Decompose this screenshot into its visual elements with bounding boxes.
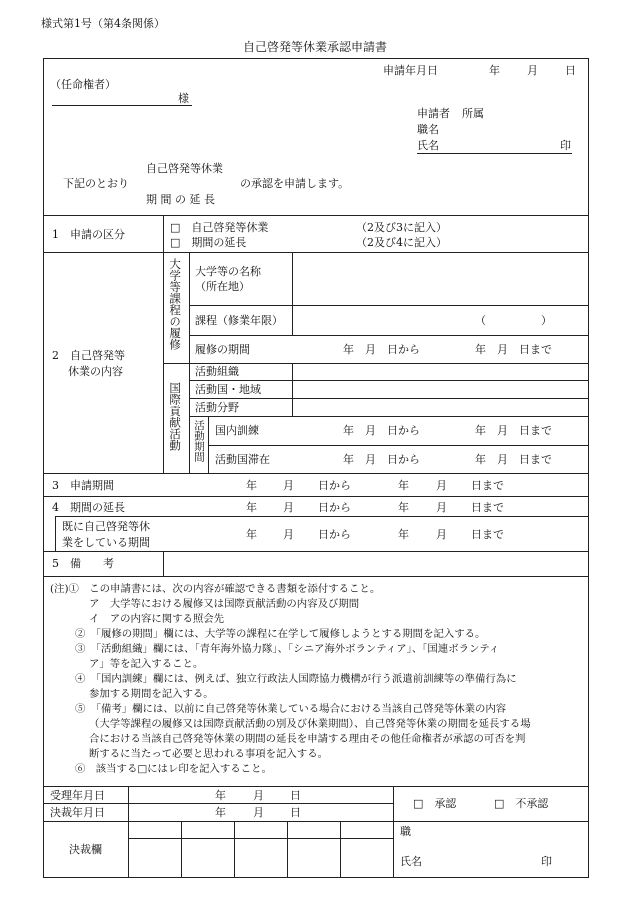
s4b-from: 日から (318, 528, 351, 541)
study-period-from: 年 月 日から (343, 343, 420, 356)
section2-label-2: 休業の内容 (68, 365, 123, 378)
section5-label: 5 備 考 (52, 557, 114, 570)
note-line: ア」等を記入すること。 (89, 658, 204, 670)
rule (128, 786, 129, 878)
sentence-prefix: 下記のとおり (63, 177, 129, 190)
rule (189, 335, 589, 336)
rule (292, 252, 293, 335)
s4-m2: 月 (436, 501, 447, 514)
rule (208, 416, 209, 473)
rule (393, 786, 394, 878)
rule (43, 821, 589, 822)
form-label: 様式第1号（第4条関係） (41, 17, 165, 30)
s3-m1: 月 (283, 479, 294, 492)
s4-from: 日から (318, 501, 351, 514)
s4b-y1: 年 (246, 528, 257, 541)
rule (55, 516, 56, 551)
rule (189, 398, 589, 399)
sama-label: 様 (178, 92, 189, 105)
s4b-y2: 年 (398, 528, 409, 541)
name-label: 氏名 (417, 139, 439, 152)
dec-d: 日 (290, 806, 301, 819)
section4-sub-label: 既に自己啓発等休 (62, 520, 150, 533)
note-line: ② 「履修の期間」欄には、大学等の課程に在学して履修しようとする期間を記入する。 (75, 628, 486, 640)
abroad-to: 年 月 日まで (475, 453, 552, 466)
footer-name-label: 氏名 (400, 855, 422, 868)
field-label: 活動分野 (195, 401, 239, 414)
position-label: 職名 (417, 123, 439, 136)
section4-label: 4 期間の延長 (52, 501, 125, 514)
applicant-label: 申請者 (417, 107, 450, 120)
s4b-m1: 月 (283, 528, 294, 541)
rcv-y: 年 (215, 789, 226, 802)
name-line (417, 153, 572, 154)
note-line: ア 大学等における履修又は国際貢献活動の内容及び期間 (89, 598, 360, 610)
day-label: 日 (565, 64, 576, 77)
page-title: 自己啓発等休業承認申請書 (242, 40, 387, 54)
note-line: ⑤ 「備考」欄には、以前に自己啓発等休業している場合における当該自己啓発等休業の内容 (75, 703, 507, 715)
year-label: 年 (489, 64, 500, 77)
appointer-line (52, 105, 192, 106)
group-intl: 国際貢献活動 (168, 382, 183, 451)
date-label: 申請年月日 (383, 64, 438, 77)
rule (287, 821, 288, 878)
note-line: ④ 「国内訓練」欄には、例えば、独立行政法人国際協力機構が行う派遣前訓練等の準備行為に (75, 673, 517, 685)
decided-label: 決裁年月日 (50, 806, 105, 819)
study-period-to: 年 月 日まで (475, 343, 552, 356)
footer-seal-mark: 印 (541, 855, 552, 868)
rule (43, 496, 589, 497)
org-label: 活動組織 (195, 365, 239, 378)
domestic-to: 年 月 日まで (475, 424, 552, 437)
section1-label: 1 申請の区分 (52, 228, 125, 241)
rule (189, 305, 589, 306)
study-period-label: 履修の期間 (195, 343, 250, 356)
univ-addr-label: （所在地） (195, 280, 250, 293)
option-leave: 自己啓発等休業 (146, 162, 223, 175)
abroad-label: 活動国滞在 (215, 453, 270, 466)
rule (340, 821, 341, 878)
section1-opt-leave-note: （2及び3に記入） (356, 221, 447, 234)
section1-opt-extension-note: （2及び4に記入） (356, 236, 447, 249)
rule (43, 473, 589, 474)
rule (189, 380, 589, 381)
received-label: 受理年月日 (50, 789, 105, 802)
note-line: (注)① この申請書には、次の内容が確認できる書類を添付すること。 (50, 583, 381, 595)
rule (189, 416, 589, 417)
option-extension: 期 間 の 延 長 (146, 193, 215, 206)
rule (43, 215, 589, 216)
rule (43, 803, 393, 804)
section4-sub-label-2: 業をしている期間 (62, 536, 150, 549)
s3-y1: 年 (246, 479, 257, 492)
kessai-label: 決裁欄 (69, 843, 102, 856)
univ-name-label: 大学等の名称 (195, 265, 261, 278)
group-activity-period: 活動期間 (193, 420, 206, 462)
dec-y: 年 (215, 806, 226, 819)
note-line: （大学等課程の履修又は国際貢献活動の別及び休業期間）、自己啓発等休業の期間を延長する場 (89, 718, 531, 730)
rule (43, 786, 589, 787)
disapproval-checkbox[interactable]: □ 不承認 (494, 797, 549, 810)
section3-label: 3 申請期間 (52, 479, 114, 492)
rule (208, 445, 589, 446)
s3-from: 日から (318, 479, 351, 492)
note-line: ③ 「活動組織」欄には、「青年海外協力隊」、「シニア海外ボランティア」、「国連ボランティ (75, 643, 500, 655)
rule (181, 821, 182, 878)
domestic-label: 国内訓練 (215, 424, 259, 437)
rule (128, 838, 393, 839)
rule (189, 252, 190, 473)
group-university: 大学等課程の履修 (168, 258, 183, 350)
note-line: 合における当該自己啓発等休業の期間の延長を申請する理由その他任命権者が承認の可否を判 (89, 733, 526, 745)
course-label: 課程（修業年限） (195, 314, 283, 327)
rule (292, 363, 293, 416)
note-line: 断するに当たって必要と思われる事項を記入する。 (89, 748, 328, 760)
month-label: 月 (527, 64, 538, 77)
note-line: ⑥ 該当する□にはレ印を記入すること。 (75, 763, 272, 775)
s4-y1: 年 (246, 501, 257, 514)
note-line: イ アの内容に関する照会先 (89, 613, 225, 625)
rcv-m: 月 (253, 789, 264, 802)
rule (43, 252, 589, 253)
abroad-from: 年 月 日から (343, 453, 420, 466)
s4-m1: 月 (283, 501, 294, 514)
rcv-d: 日 (290, 789, 301, 802)
course-paren: （ ） (475, 314, 552, 327)
rule (163, 551, 164, 576)
seal-mark: 印 (560, 139, 571, 152)
s3-m2: 月 (436, 479, 447, 492)
rule (55, 516, 589, 517)
sentence-suffix: の承認を申請します。 (240, 177, 350, 190)
section2-label: 2 自己啓発等 (52, 349, 125, 362)
approval-checkbox[interactable]: □ 承認 (413, 797, 457, 810)
rule (234, 821, 235, 878)
rule (163, 215, 164, 473)
s4-y2: 年 (398, 501, 409, 514)
dec-m: 月 (253, 806, 264, 819)
rule (163, 363, 589, 364)
section1-opt-leave[interactable]: □ 自己啓発等休業 (170, 221, 269, 234)
s4b-to: 日まで (471, 528, 504, 541)
note-line: 参加する期間を記入する。 (89, 688, 214, 700)
s4b-m2: 月 (436, 528, 447, 541)
rule (43, 551, 589, 552)
rule (43, 576, 589, 577)
footer-position-label: 職 (400, 825, 411, 838)
country-label: 活動国・地域 (195, 383, 261, 396)
section1-opt-extension[interactable]: □ 期間の延長 (170, 236, 247, 249)
affiliation-label: 所属 (462, 107, 484, 120)
s3-to: 日まで (471, 479, 504, 492)
domestic-from: 年 月 日から (343, 424, 420, 437)
appointer-label: （任命権者） (50, 78, 116, 91)
s4-to: 日まで (471, 501, 504, 514)
s3-y2: 年 (398, 479, 409, 492)
